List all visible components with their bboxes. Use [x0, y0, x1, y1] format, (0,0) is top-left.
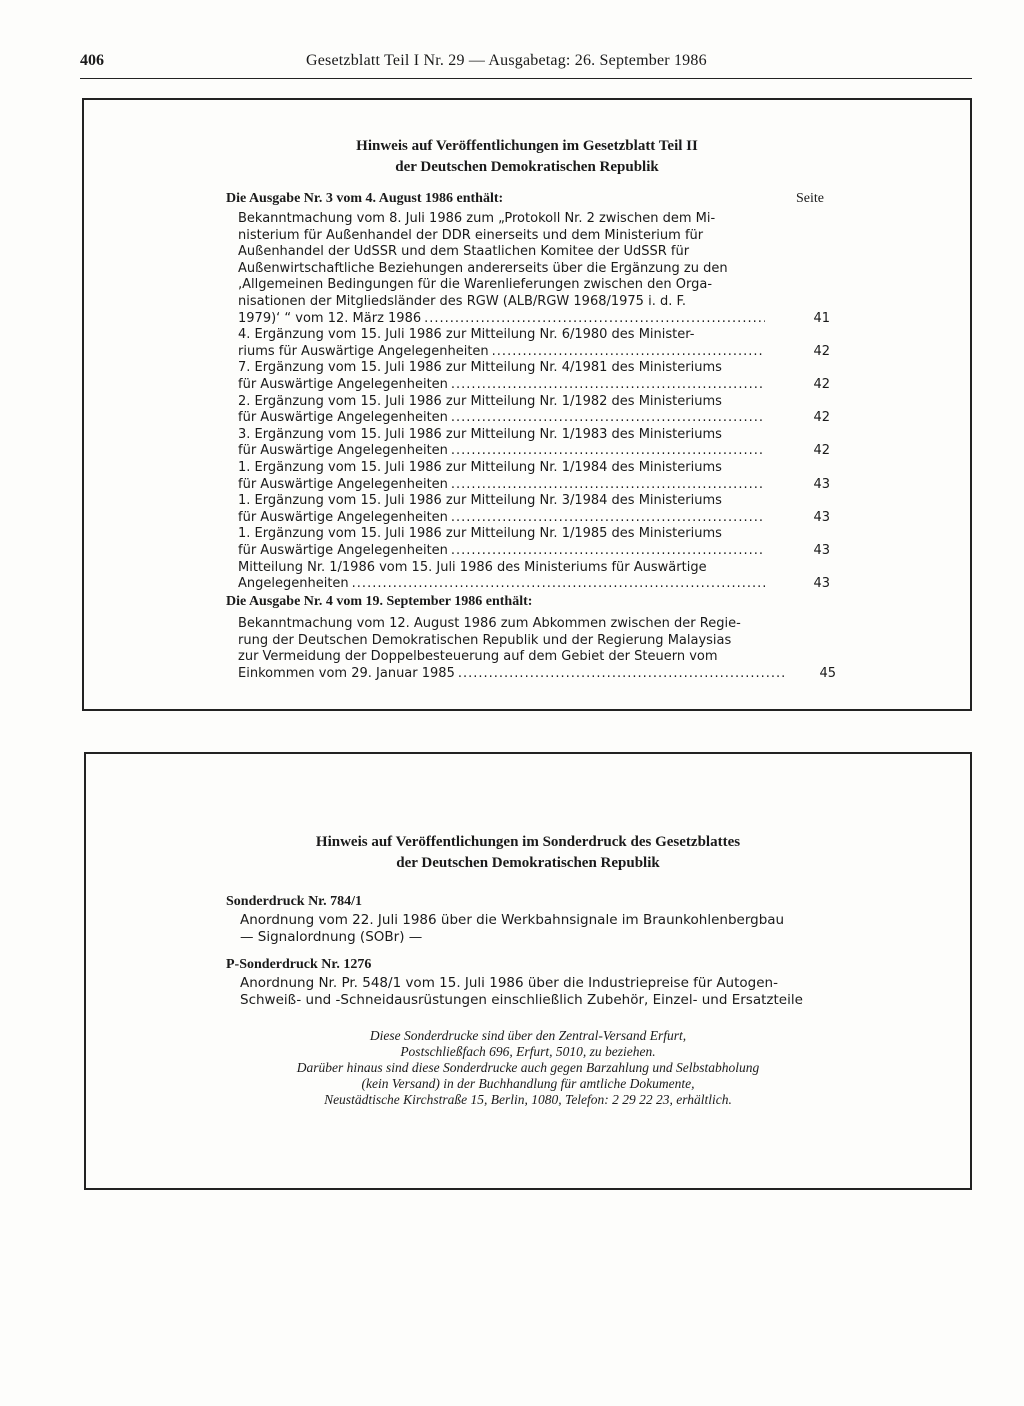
toc-entry-last-text: riums für Auswärtige Angelegenheiten — [238, 343, 489, 359]
toc-entry-line: nisationen der Mitgliedsländer des RGW (ALB/RGW 1968/1975 i. d. F. — [238, 293, 686, 309]
toc-entry-line: zur Vermeidung der Doppelbesteuerung auf dem Gebiet der Steuern vom — [238, 649, 718, 665]
page-ref-issue4-1: 45 — [819, 665, 836, 681]
leader-dots — [451, 510, 765, 527]
page-ref-issue3-4: 42 — [813, 410, 830, 426]
toc-entry-issue3-6 — [238, 460, 768, 493]
toc-entry-issue3-2 — [238, 327, 768, 360]
sonderdruck-heading: Sonderdruck Nr. 784/1 — [226, 894, 363, 909]
toc-entry-last-text: 1979)‘ “ vom 12. März 1986 — [238, 310, 422, 326]
issue3-heading: Die Ausgabe Nr. 3 vom 4. August 1986 enthält: — [226, 191, 504, 206]
toc-entry-line: nisterium für Außenhandel der DDR einerseits und dem Ministerium für — [238, 227, 704, 243]
toc-entry-last-line — [238, 543, 768, 560]
toc-entry-last-text: für Auswärtige Angelegenheiten — [238, 476, 448, 492]
toc-entry-issue3-3 — [238, 360, 768, 393]
header-title: Gesetzblatt Teil I Nr. 29 — Ausgabetag: 26. September 1986 — [306, 52, 707, 69]
toc-entry-line: Bekanntmachung vom 12. August 1986 zum Abkommen zwischen der Regie- — [238, 616, 741, 631]
toc-entry-last-line — [238, 477, 768, 494]
page-ref-issue3-7: 43 — [813, 509, 830, 525]
leader-dots — [451, 443, 765, 460]
toc-entry-line: Bekanntmachung vom 8. Juli 1986 zum „Protokoll Nr. 2 zwischen dem Mi- — [238, 211, 716, 226]
distribution-note — [86, 1028, 970, 1108]
sonderdruck-text-line2: — Signalordnung (SOBr) — — [240, 929, 423, 945]
toc-entry-last-text: für Auswärtige Angelegenheiten — [238, 542, 448, 558]
toc-entry-issue3-8 — [238, 526, 768, 559]
p-sonderdruck-text-line2: Schweiß- und -Schneidausrüstungen einschließlich Zubehör, Einzel- und Ersatzteile — [240, 992, 803, 1008]
section1-title-line2: der Deutschen Demokratischen Republik — [395, 159, 659, 175]
note-line5: Neustädtische Kirchstraße 15, Berlin, 1080, Telefon: 2 29 22 23, erhältlich. — [324, 1092, 732, 1107]
toc-entry-last-line — [238, 344, 768, 361]
section1-title — [84, 136, 970, 178]
toc-entry-last-line — [238, 666, 788, 683]
toc-entry-line: Außenwirtschaftliche Beziehungen andererseits über die Ergänzung zu den — [238, 260, 728, 276]
toc-entry-last-text: für Auswärtige Angelegenheiten — [238, 376, 448, 392]
sonderdruck-text-line1: Anordnung vom 22. Juli 1986 über die Werkbahnsignale im Braunkohlenbergbau — [240, 912, 785, 928]
section2-title-line1: Hinweis auf Veröffentlichungen im Sonderdruck des Gesetzblattes — [315, 834, 741, 850]
page-ref-issue3-3: 42 — [813, 377, 830, 392]
toc-entry-issue3-5 — [238, 427, 768, 460]
toc-entry-issue3-4 — [238, 394, 768, 427]
leader-dots — [451, 477, 765, 494]
toc-entry-issue3-1 — [238, 211, 768, 327]
page-ref-issue3-5: 42 — [813, 443, 830, 459]
toc-entry-line: Außenhandel der UdSSR und dem Staatlichen Komitee der UdSSR für — [238, 244, 690, 260]
toc-entry-issue3-7 — [238, 493, 768, 526]
seite-label: Seite — [796, 191, 824, 206]
toc-entry-line: 1. Ergänzung vom 15. Juli 1986 zur Mitteilung Nr. 1/1984 des Ministeriums — [238, 460, 722, 475]
leader-dots — [451, 377, 765, 394]
leader-dots — [424, 311, 765, 328]
note-line4: (kein Versand) in der Buchhandlung für amtliche Dokumente, — [361, 1076, 695, 1091]
toc-entry-last-line — [238, 311, 768, 328]
p-sonderdruck-text-line1: Anordnung Nr. Pr. 548/1 vom 15. Juli 1986 über die Industriepreise für Autogen- — [240, 975, 778, 991]
note-line3: Darüber hinaus sind diese Sonderdrucke auch gegen Barzahlung und Selbstabholung — [296, 1060, 760, 1075]
page-header — [80, 52, 972, 79]
toc-entry-issue4-1 — [238, 616, 788, 682]
leader-dots — [352, 576, 765, 593]
toc-entry-line: 2. Ergänzung vom 15. Juli 1986 zur Mitteilung Nr. 1/1982 des Ministeriums — [238, 393, 722, 409]
p-sonderdruck-heading: P-Sonderdruck Nr. 1276 — [226, 957, 372, 972]
toc-entry-last-text: für Auswärtige Angelegenheiten — [238, 509, 448, 525]
sonderdruck-text — [240, 912, 784, 946]
page-ref-issue3-8: 43 — [813, 543, 830, 558]
page-ref-issue3-6: 43 — [813, 476, 830, 492]
toc-entry-line: ‚Allgemeinen Bedingungen für die Warenlieferungen zwischen den Orga- — [238, 277, 713, 293]
toc-entry-line: 7. Ergänzung vom 15. Juli 1986 zur Mitteilung Nr. 4/1981 des Ministeriums — [238, 360, 722, 376]
toc-entry-last-text: Angelegenheiten — [238, 576, 349, 592]
toc-entry-last-text: für Auswärtige Angelegenheiten — [238, 410, 448, 426]
p-sonderdruck-text — [240, 975, 803, 1009]
toc-entry-last-text: für Auswärtige Angelegenheiten — [238, 443, 448, 459]
section1-title-line1: Hinweis auf Veröffentlichungen im Gesetzblatt Teil II — [356, 138, 698, 154]
toc-entry-line: rung der Deutschen Demokratischen Republik und der Regierung Malaysias — [238, 632, 732, 648]
section2-title — [86, 832, 970, 874]
toc-entry-line: 1. Ergänzung vom 15. Juli 1986 zur Mitteilung Nr. 3/1984 des Ministeriums — [238, 493, 722, 509]
toc-entry-last-line — [238, 510, 768, 527]
toc-entry-last-line — [238, 576, 768, 593]
page-ref-issue3-9: 43 — [813, 576, 830, 592]
leader-dots — [492, 344, 765, 361]
toc-entry-line: 3. Ergänzung vom 15. Juli 1986 zur Mitteilung Nr. 1/1983 des Ministeriums — [238, 426, 722, 442]
note-line2: Postschließfach 696, Erfurt, 5010, zu beziehen. — [400, 1044, 656, 1059]
gesetzblatt-teil2-notice — [82, 98, 972, 711]
sonderdruck-notice — [84, 752, 972, 1190]
page-number: 406 — [80, 52, 104, 69]
note-line1: Diese Sonderdrucke sind über den Zentral-Versand Erfurt, — [369, 1028, 687, 1043]
toc-entry-line: Mitteilung Nr. 1/1986 vom 15. Juli 1986 des Ministeriums für Auswärtige — [238, 559, 707, 575]
toc-entry-last-line — [238, 443, 768, 460]
leader-dots — [451, 410, 765, 427]
toc-entry-line: 4. Ergänzung vom 15. Juli 1986 zur Mitteilung Nr. 6/1980 des Minister- — [238, 327, 695, 343]
leader-dots — [458, 666, 785, 683]
page-ref-issue3-1: 41 — [813, 310, 830, 326]
toc-entry-last-text: Einkommen vom 29. Januar 1985 — [238, 665, 455, 681]
toc-entry-issue3-9 — [238, 560, 768, 593]
toc-entry-last-line — [238, 410, 768, 427]
section2-title-line2: der Deutschen Demokratischen Republik — [396, 855, 660, 871]
leader-dots — [451, 543, 765, 560]
toc-entry-line: 1. Ergänzung vom 15. Juli 1986 zur Mitteilung Nr. 1/1985 des Ministeriums — [238, 526, 722, 542]
issue4-heading: Die Ausgabe Nr. 4 vom 19. September 1986 enthält: — [226, 594, 533, 609]
toc-entry-last-line — [238, 377, 768, 394]
page-ref-issue3-2: 42 — [813, 343, 830, 359]
